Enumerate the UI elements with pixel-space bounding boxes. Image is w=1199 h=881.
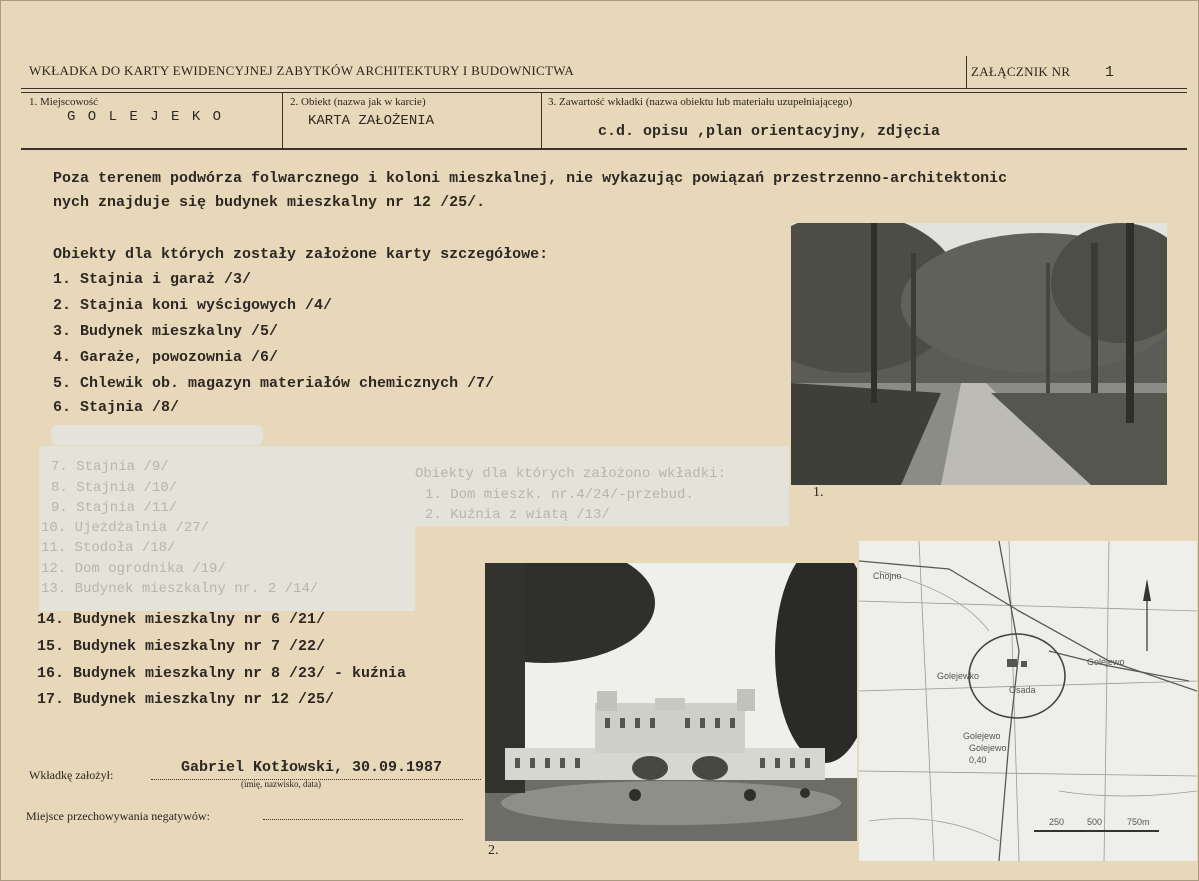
map-label: 500: [1087, 817, 1103, 827]
list-item: 2. Stajnia koni wyścigowych /4/: [53, 297, 333, 314]
author-label: Wkładkę założył:: [29, 768, 114, 782]
field-divider-1: [282, 92, 283, 148]
field-divider-2: [541, 92, 542, 148]
place-label: 1. Miejscowość: [29, 96, 99, 108]
faded-right-heading: Obiekty dla których założono wkładki:: [415, 466, 726, 482]
list-item: 14. Budynek mieszkalny nr 6 /21/: [37, 611, 326, 628]
content-value: c.d. opisu ,plan orientacyjny, zdjęcia: [598, 123, 941, 140]
map-label: Golejewko: [937, 671, 980, 681]
list-item: 17. Budynek mieszkalny nr 12 /25/: [37, 691, 335, 708]
object-label: 2. Obiekt (nazwa jak w karcie): [290, 96, 426, 108]
map-label: Golejewo: [963, 731, 1001, 741]
map-label: 750m: [1127, 817, 1150, 827]
list-item: 3. Budynek mieszkalny /5/: [53, 323, 279, 340]
faded-item: 11. Stodoła /18/: [41, 540, 176, 556]
place-value: G O L E J E K O: [67, 109, 224, 125]
list-item: 15. Budynek mieszkalny nr 7 /22/: [37, 638, 326, 655]
author-hint: (imię, nazwisko, data): [241, 779, 321, 789]
photo-palace: [485, 563, 857, 841]
faded-right-item: 2. Kuźnia z wiatą /13/: [425, 507, 610, 523]
negatives-label: Miejsce przechowywania negatywów:: [26, 809, 210, 823]
correction-strip: [51, 425, 263, 445]
fields-rule: [21, 148, 1187, 150]
map-label: Osada: [1009, 685, 1036, 695]
photo-tree-avenue: [791, 223, 1167, 485]
attachment-number: 1: [1105, 64, 1115, 81]
card-title: WKŁADKA DO KARTY EWIDENCYJNEJ ZABYTKÓW ARCHITEKTURY I BUDOWNICTWA: [29, 63, 575, 78]
photo2-caption: 2.: [488, 843, 499, 858]
faded-right-item: 1. Dom mieszk. nr.4/24/-przebud.: [425, 487, 694, 503]
intro-line-2: nych znajduje się budynek mieszkalny nr 12 /25/.: [53, 194, 486, 211]
list-item: 16. Budynek mieszkalny nr 8 /23/ - kuźnia: [37, 665, 407, 682]
photo1-caption: 1.: [813, 485, 824, 500]
content-label: 3. Zawartość wkładki (nazwa obiektu lub materiału uzupełniającego): [548, 96, 853, 108]
map-label: 250: [1049, 817, 1065, 827]
map-label: Golejewo: [969, 743, 1007, 753]
attachment-label: ZAŁĄCZNIK NR: [971, 64, 1071, 79]
header-divider: [966, 56, 967, 88]
header-rule: [21, 88, 1187, 89]
list-item: 4. Garaże, powozownia /6/: [53, 349, 279, 366]
list-item: 1. Stajnia i garaż /3/: [53, 271, 252, 288]
author-value: Gabriel Kotłowski, 30.09.1987: [181, 759, 443, 776]
list-item: 5. Chlewik ob. magazyn materiałów chemicznych /7/: [53, 375, 495, 392]
faded-item: 7. Stajnia /9/: [51, 459, 169, 475]
header-rule-2: [21, 92, 1187, 93]
intro-line-1: Poza terenem podwórza folwarcznego i koloni mieszkalnej, nie wykazując powiązań przestrzenno-architektonic: [53, 170, 1008, 187]
list-item: 6. Stajnia /8/: [53, 399, 180, 416]
faded-item: 9. Stajnia /11/: [51, 500, 178, 516]
map-label: 0,40: [969, 755, 987, 765]
faded-item: 13. Budynek mieszkalny nr. 2 /14/: [41, 581, 319, 597]
faded-item: 10. Ujeżdżalnia /27/: [41, 520, 210, 536]
object-value: KARTA ZAŁOŻENIA: [308, 113, 435, 129]
faded-item: 12. Dom ogrodnika /19/: [41, 561, 226, 577]
map-label: Golejewo: [1087, 657, 1125, 667]
list-heading: Obiekty dla których zostały założone karty szczegółowe:: [53, 246, 549, 263]
negatives-line: [263, 819, 463, 820]
faded-item: 8. Stajnia /10/: [51, 480, 178, 496]
orientation-map: [859, 541, 1197, 861]
map-label: Chojno: [873, 571, 902, 581]
